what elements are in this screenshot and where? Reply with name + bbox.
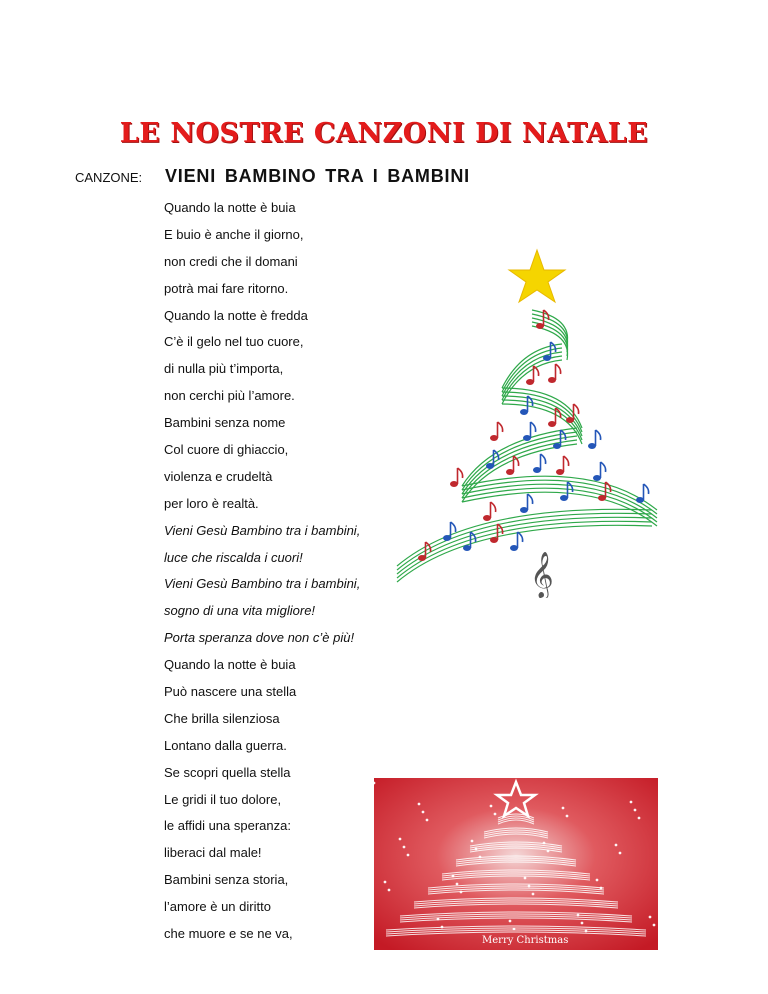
lyric-line: le affidi una speranza: — [164, 818, 291, 834]
lyrics-list — [164, 199, 360, 952]
svg-text:𝄞: 𝄞 — [530, 552, 554, 598]
music-note-icon — [490, 422, 503, 441]
lyric-line: di nulla più t’importa, — [164, 361, 284, 377]
music-note-icon — [593, 462, 606, 481]
music-note-icon — [548, 408, 561, 427]
card-caption: Merry Christmas — [482, 935, 569, 946]
music-note-icon — [588, 430, 601, 449]
lyric-line: Che brilla silenziosa — [164, 710, 280, 726]
music-note-icon — [548, 364, 561, 383]
lyric-line: Le gridi il tuo dolore, — [164, 791, 282, 807]
lyric-line: Bambini senza nome — [164, 415, 286, 431]
lyric-line: Vieni Gesù Bambino tra i bambini, — [164, 576, 361, 592]
lyric-line: Col cuore di ghiaccio, — [164, 442, 289, 458]
music-note-icon — [483, 502, 496, 521]
lyric-line: Bambini senza storia, — [164, 872, 289, 888]
music-note-icon — [636, 484, 649, 503]
lyric-line: Può nascere una stella — [164, 684, 297, 700]
music-note-icon — [520, 494, 533, 513]
lyric-line: sogno di una vita migliore! — [164, 603, 316, 619]
lyric-line: per loro è realtà. — [164, 495, 259, 511]
music-note-icon — [556, 456, 569, 475]
lyric-line: Lontano dalla guerra. — [164, 737, 287, 753]
lyric-line: Se scopri quella stella — [164, 764, 291, 780]
lyric-line: Vieni Gesù Bambino tra i bambini, — [164, 522, 361, 538]
music-note-icon — [510, 532, 523, 551]
lyric-line: non credi che il domani — [164, 253, 298, 269]
lyric-line: Quando la notte è fredda — [164, 307, 308, 323]
lyric-line: C’è il gelo nel tuo cuore, — [164, 334, 304, 350]
lyric-line: luce che riscalda i cuori! — [164, 549, 303, 565]
star-icon — [509, 250, 565, 302]
treble-clef-icon — [530, 552, 554, 598]
music-note-icon — [450, 468, 463, 487]
lyric-line: E buio è anche il giorno, — [164, 226, 304, 242]
lyric-line: violenza e crudeltà — [164, 468, 273, 484]
page-title: LE NOSTRE CANZONI DI NATALE — [119, 118, 649, 149]
christmas-card-image — [374, 778, 658, 950]
lyric-line: l’amore è un diritto — [164, 899, 271, 915]
music-note-icon — [523, 422, 536, 441]
lyric-line: Quando la notte è buia — [164, 657, 296, 673]
lyric-line: liberaci dal male! — [164, 845, 262, 861]
lyric-line: potrà mai fare ritorno. — [164, 280, 289, 296]
song-label: CANZONE: — [75, 170, 143, 185]
song-title: VIENI BAMBINO TRA I BAMBINI — [165, 166, 470, 186]
music-note-icon — [533, 454, 546, 473]
tree-music-notes — [418, 310, 649, 561]
lyric-line: che muore e se ne va, — [164, 926, 293, 942]
lyric-line: Porta speranza dove non c’è più! — [164, 630, 355, 646]
lyric-line: Quando la notte è buia — [164, 200, 296, 215]
music-tree-illustration — [392, 248, 682, 598]
tree-staff-ribbons — [397, 310, 657, 582]
lyric-line: non cerchi più l’amore. — [164, 388, 295, 404]
